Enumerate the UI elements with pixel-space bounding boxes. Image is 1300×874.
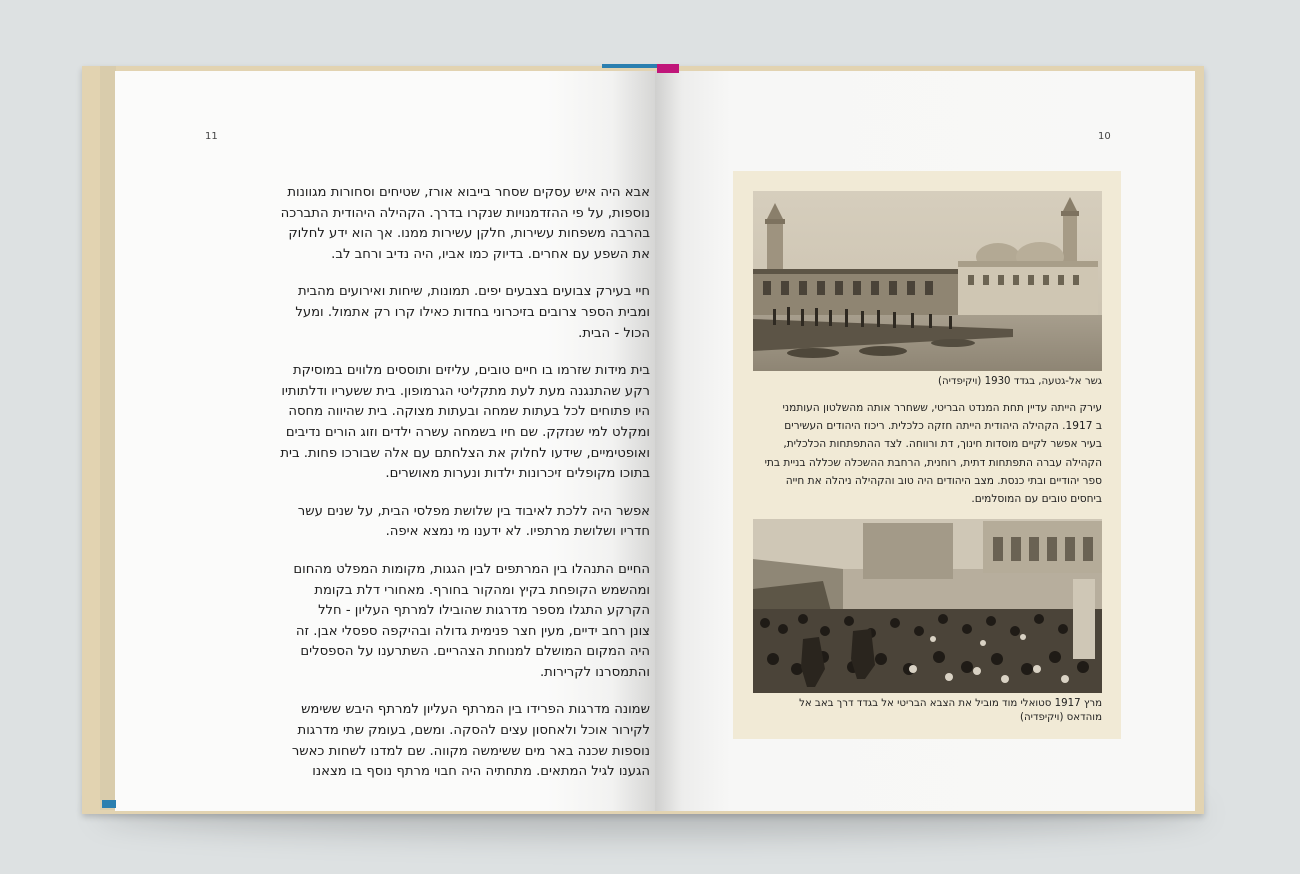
text-line: גשר אל-גטעה, בגדד 1930 (ויקיפדיה) <box>938 376 1102 387</box>
text-line: היו פתוחים לכל בעתות שמחה ובעתות מצוקה. בית שהיווה מחסה <box>288 404 650 420</box>
text-line: ביחסים טובים עם המוסלמים. <box>971 493 1102 506</box>
text-line: ומהשמש הקופחת בקיץ ומהקור בחורף. מאחורי דלת בקומת <box>314 582 650 598</box>
text-line: נוספות שכנה באר מים ששימשה מקווה. שם למדנו לשחות כאשר <box>291 743 650 759</box>
text-line: ב 1917. הקהילה היהודית הייתה חזקה כלכלית. ריכוז היהודים העשירים <box>784 420 1102 433</box>
text-line: הקהילה עברה התפתחות דתית, רוחנית, הרחבת ההשכלה שכללה בניית בתי <box>764 456 1102 469</box>
photo-british-army <box>753 519 1102 693</box>
paragraph <box>220 700 650 782</box>
text-line: אבא היה איש עסקים שסחר בייבוא אורז, שטיחים וסחורות מגוונות <box>287 185 650 200</box>
paragraph <box>220 560 650 684</box>
page-number: 11 <box>205 131 218 142</box>
text-line: בהרבה משפחות עשירות, חלקן עשירות ממנו. אך הוא ידע לחלוק <box>288 226 650 242</box>
text-line: הגענו לגיל המתאים. מתחתיה היה חבוי מרתף נוסף בו מצאנו <box>312 764 650 780</box>
photo-caption <box>753 697 1102 725</box>
text-line: היה המקום המושלם למנוחת הצהריים. השתרענו על הספסלים <box>300 644 650 660</box>
paragraph <box>220 502 650 543</box>
photo-bridge-baghdad <box>753 191 1102 371</box>
text-line: את השפע עם אחרים. בדיוק כמו אביו, היה נדיב ורחב לב. <box>331 246 650 262</box>
text-line: חיי בעירק צבועים בצבעים יפים. תמונות, שיחות ואירועים מהבית <box>297 284 650 300</box>
bookmark-ribbon <box>657 64 679 73</box>
paragraph <box>220 282 650 344</box>
paragraph <box>220 361 650 485</box>
photo-panel <box>733 171 1121 739</box>
text-line: ומקלט למי שנזקק. שם חיו בשמחה עשרה ילדים וזוג הורים נדיבים <box>285 424 650 440</box>
text-line: הכול - הבית. <box>578 325 650 341</box>
text-line: נוספות, על פי ההזדמנויות שנקרו בדרך. הקהילה היהודית התברכה <box>280 205 650 221</box>
cover-accent-bottom <box>102 800 116 808</box>
text-line: החיים התנהלו בין המרתפים לבין הגגות, מקומות המפלט מהחום <box>293 561 650 577</box>
text-line: והתמסרנו לקרירות. <box>539 664 650 680</box>
text-line: ומבית הספר צרובים בזיכרוני בחדות כאילו קרו רק אתמול. ומעל <box>295 304 650 320</box>
text-line: רקע שהתנגנה מעת לעת מתקליטי הגרמופון. בית ששעריו ודלתותיו <box>281 383 650 399</box>
text-line: בית מידות שזרמו בו חיים טובים, עליזים ותוססים מלווים במוסיקת <box>292 363 650 379</box>
left-page <box>115 71 655 811</box>
text-line: שמונה מדרגות הפרידו בין המרתף העליון למרתף היבש ששימש <box>301 702 650 718</box>
text-line: לקירור אוכל ולאחסון עצים להסקה. ומשם, בעומק שתי מדרגות <box>297 723 650 739</box>
left-page-body <box>220 183 650 800</box>
text-line: מוהדאס (ויקיפדיה) <box>1020 712 1102 723</box>
right-page <box>655 71 1195 811</box>
text-line: מרץ 1917 סטואלי מוד מוביל את הצבא הבריטי אל בגדד דרך באב אל <box>799 698 1102 709</box>
text-line: ספר יהודיים ובתי כנסת. מצב היהודים היה טוב והקהילה ניהלה את חייה <box>785 474 1102 487</box>
text-line: צונן רחב ידיים, מעין חצר פנימית גדולה ובהיקפה ספסלי אבן. זה <box>295 623 650 639</box>
text-line: בעיר אפשר לקיים מוסדות חינוך, דת ורווחה. לצד ההתפתחות הכלכלית, <box>783 438 1102 451</box>
text-line: בתוכו מקופלים זיכרונות ילדות ונערות מאושרים. <box>385 466 650 482</box>
text-line: אפשר היה ללכת לאיבוד בין שלושת מפלסי הבית, על שנים עשר <box>297 503 650 519</box>
page-number: 10 <box>1098 131 1111 142</box>
paragraph <box>220 183 650 265</box>
right-page-body <box>753 399 1102 508</box>
text-line: חדריו ושלושת מרתפיו. לא ידענו מי נמצא איפה. <box>385 524 650 540</box>
cover-accent-top <box>602 64 658 68</box>
text-line: עירק הייתה עדיין תחת המנדט הבריטי, ששחרר אותה מהשלטון העותמני <box>782 402 1102 414</box>
photo-caption <box>753 375 1102 389</box>
cover-edge <box>100 66 116 810</box>
text-line: הקרקע התגלו מספר מדרגות שהובילו למרתף העליון - חלל <box>318 603 650 619</box>
text-line: ואופטימיים, שידעו לחלוק את הצלחתם עם אלה שבורכו פחות. בית <box>280 445 650 461</box>
